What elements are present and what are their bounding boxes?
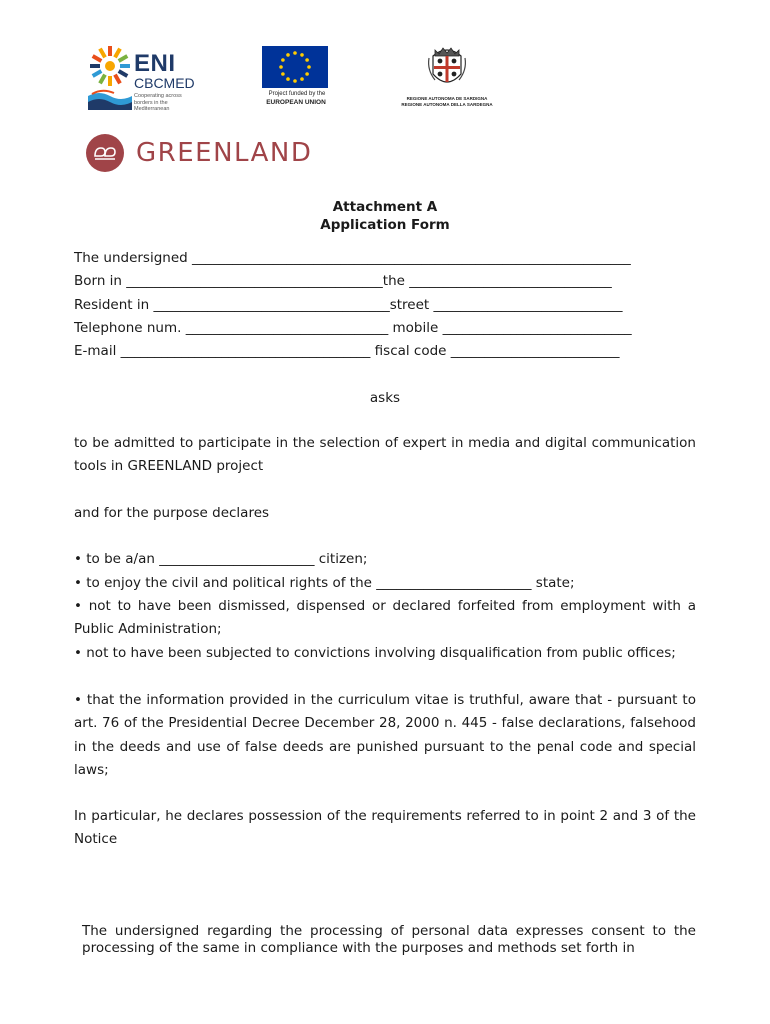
document-title: Attachment A xyxy=(332,199,438,215)
greenland-wordmark: GREENLAND xyxy=(136,138,313,168)
document-subtitle: Application Form xyxy=(320,217,450,233)
declaration-no-convictions: • not to have been subjected to convictions involving disqualification from public offices; xyxy=(74,645,676,661)
eni-wave-icon xyxy=(88,88,132,110)
sardegna-crest-icon xyxy=(425,44,469,90)
eni-cbcmed-logo xyxy=(88,44,238,114)
sardegna-line2-text: REGIONE AUTONOMA DELLA SARDEGNA xyxy=(401,102,493,107)
sardegna-logo xyxy=(385,44,509,116)
field-undersigned: The undersigned _________________________________________________________________ xyxy=(74,250,631,266)
eni-brand-text: ENI xyxy=(134,50,176,77)
logo-row xyxy=(0,40,770,120)
asks-text: asks xyxy=(369,390,401,406)
sardegna-line1-text: REGIONE AUTONOMA DE SARDIGNA xyxy=(406,96,488,101)
field-born-in: Born in ______________________________________the ______________________________ xyxy=(74,273,612,289)
eu-union-text: EUROPEAN UNION xyxy=(266,99,326,106)
declaration-not-dismissed: • not to have been dismissed, dispensed or declared forfeited from employment with a Public Administration; xyxy=(74,598,696,638)
eni-tagline-text: Cooperating across borders in the Mediterranean xyxy=(134,93,182,112)
greenland-logo xyxy=(86,132,326,172)
eni-sun-icon xyxy=(88,44,132,88)
requirements-paragraph: In particular, he declares possession of the requirements referred to in point 2 and 3 of the Notice xyxy=(74,808,696,848)
declaration-citizen: • to be a/an _______________________ citizen; xyxy=(74,551,368,567)
field-telephone: Telephone num. ______________________________ mobile ____________________________ xyxy=(74,320,632,336)
eu-funded-text: Project funded by the xyxy=(268,91,326,97)
declaration-cv-truthful: • that the information provided in the curriculum vitae is truthful, aware that - pursuant to art. 76 of the Presidential Decree December 28, 2000 n. 445 - false declarations, falsehood in the deeds and use of false deeds are punished pursuant to the penal code and special laws; xyxy=(74,692,696,779)
field-email: E-mail _____________________________________ fiscal code _________________________ xyxy=(74,343,620,359)
admission-paragraph: to be admitted to participate in the selection of expert in media and digital communication tools in GREENLAND project xyxy=(74,435,696,475)
declaration-civil-rights: • to enjoy the civil and political rights of the _______________________ state; xyxy=(74,575,575,591)
field-resident-in: Resident in ___________________________________street ____________________________ xyxy=(74,297,623,313)
eu-flag-icon xyxy=(262,46,328,88)
consent-paragraph: The undersigned regarding the processing of personal data expresses consent to the processing of the same in compliance with the purposes and methods set forth in xyxy=(82,923,696,956)
eu-logo xyxy=(262,46,330,112)
purpose-text: and for the purpose declares xyxy=(74,505,270,521)
eni-subbrand-text: CBCMED xyxy=(134,75,195,91)
greenland-emblem-icon xyxy=(86,134,124,172)
